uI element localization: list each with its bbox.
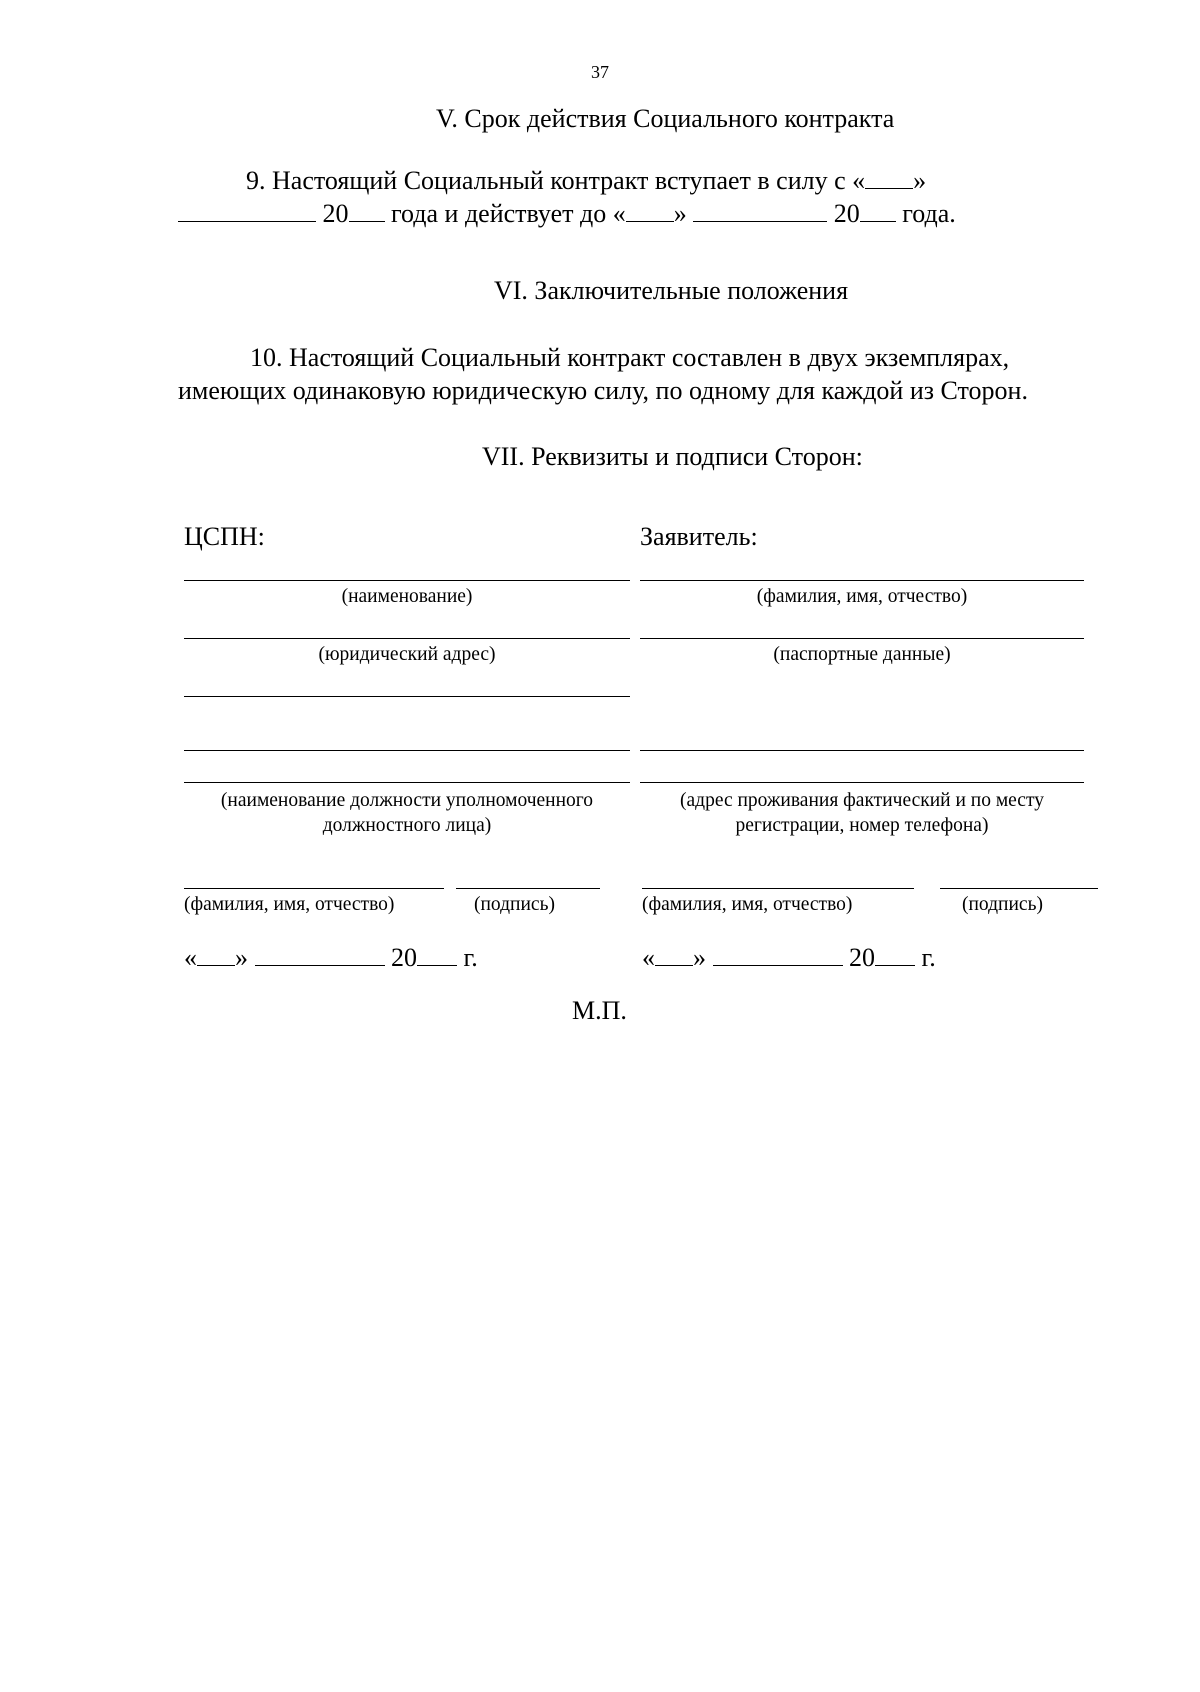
right-date: [642, 943, 936, 973]
right-caption-address-1: (адрес проживания фактический и по месту: [680, 790, 1044, 811]
right-caption-passport: (паспортные данные): [773, 644, 951, 665]
left-position-line: [184, 782, 630, 783]
right-party-title: Заявитель:: [640, 522, 758, 551]
left-date-open-quote: «: [184, 943, 197, 972]
right-sign-line: [940, 888, 1098, 889]
paragraph-9-text-start: 9. Настоящий Социальный контракт вступает в силу с «: [246, 166, 866, 195]
left-extra-line: [184, 750, 630, 751]
end-year-blank: [860, 199, 896, 222]
right-date-open-quote: «: [642, 943, 655, 972]
year-blank: [349, 199, 385, 222]
right-address-line: [640, 782, 1084, 783]
section-7-heading: VII. Реквизиты и подписи Сторон:: [482, 442, 863, 471]
left-sign-line: [456, 888, 600, 889]
stamp-place: М.П.: [572, 996, 627, 1025]
paragraph-9-line-1: [246, 166, 926, 196]
left-caption-name: (наименование): [341, 586, 473, 607]
left-caption-sign: (подпись): [474, 894, 555, 915]
right-date-month-blank: [713, 943, 843, 966]
left-date-close-quote: »: [235, 943, 248, 972]
right-caption-sign: (подпись): [962, 894, 1043, 915]
right-date-year-prefix: 20: [849, 943, 875, 972]
right-fio-top-line: [640, 580, 1084, 581]
month-blank: [178, 199, 316, 222]
paragraph-10-line-1: 10. Настоящий Социальный контракт составлен в двух экземплярах,: [250, 343, 1010, 372]
right-extra-line: [640, 750, 1084, 751]
left-date: [184, 943, 478, 973]
left-caption-position-1: (наименование должности уполномоченного: [220, 790, 594, 811]
left-name-line: [184, 580, 630, 581]
right-passport-line: [640, 638, 1084, 639]
end-year-prefix: 20: [833, 199, 860, 228]
year-prefix: 20: [322, 199, 349, 228]
paragraph-9-text-end: года.: [902, 199, 956, 228]
left-caption-address: (юридический адрес): [318, 644, 496, 665]
right-fio-line: [642, 888, 914, 889]
left-date-suffix: г.: [463, 943, 478, 972]
left-address-line: [184, 638, 630, 639]
right-date-year-blank: [875, 943, 915, 966]
left-party-title: ЦСПН:: [184, 522, 265, 551]
left-date-day-blank: [197, 943, 235, 966]
paragraph-9-quote-close: »: [913, 166, 927, 195]
paragraph-9-text-mid: года и действует до «: [391, 199, 626, 228]
right-caption-fio: (фамилия, имя, отчество): [642, 894, 853, 915]
right-date-suffix: г.: [921, 943, 936, 972]
section-6-heading: VI. Заключительные положения: [494, 276, 849, 305]
paragraph-9-quote-close-2: »: [673, 199, 687, 228]
left-caption-position-2: должностного лица): [322, 815, 492, 836]
paragraph-10-line-2: имеющих одинаковую юридическую силу, по одному для каждой из Сторон.: [178, 376, 1028, 405]
right-date-close-quote: »: [693, 943, 706, 972]
right-date-day-blank: [655, 943, 693, 966]
section-5-heading: V. Срок действия Социального контракта: [436, 104, 895, 133]
left-fio-line: [184, 888, 444, 889]
day-blank: [865, 166, 913, 189]
page-number: 37: [591, 62, 609, 82]
left-caption-fio: (фамилия, имя, отчество): [184, 894, 395, 915]
end-day-blank: [626, 199, 674, 222]
left-date-year-blank: [417, 943, 457, 966]
left-date-month-blank: [255, 943, 385, 966]
right-caption-address-2: регистрации, номер телефона): [735, 815, 989, 836]
right-caption-fio-top: (фамилия, имя, отчество): [756, 586, 968, 607]
paragraph-9-line-2: [178, 199, 956, 229]
left-address-line-2: [184, 696, 630, 697]
end-month-blank: [693, 199, 827, 222]
left-date-year-prefix: 20: [391, 943, 417, 972]
